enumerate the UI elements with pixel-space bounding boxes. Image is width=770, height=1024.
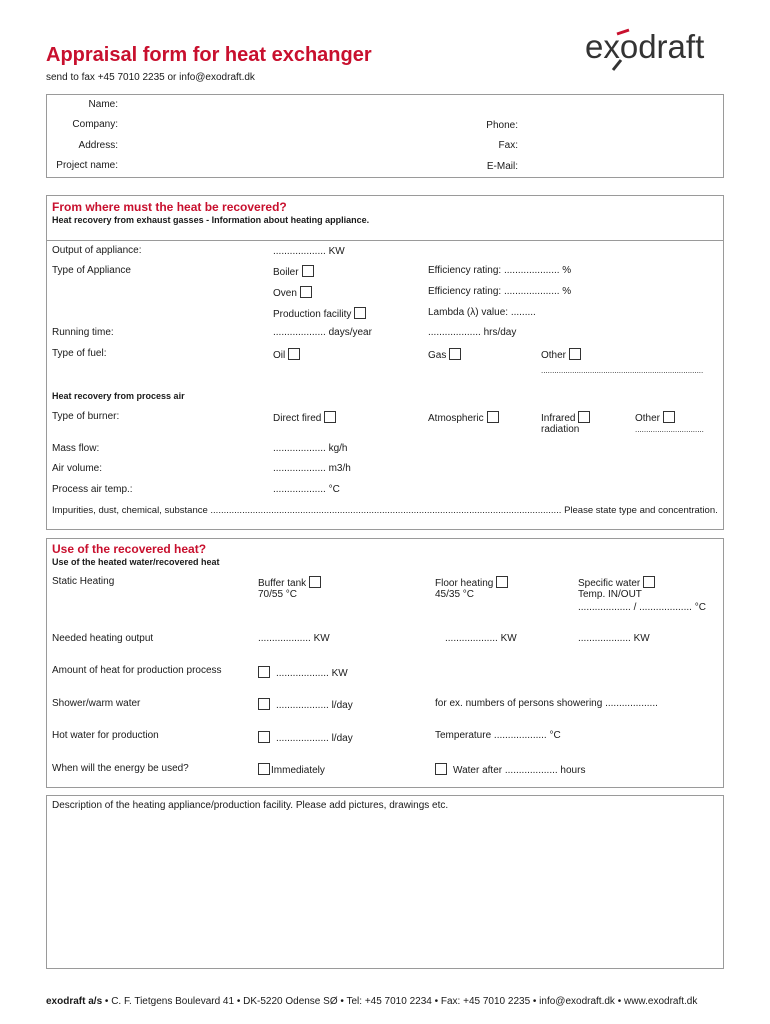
fuel-type-label: Type of fuel: — [52, 348, 107, 359]
water-after-checkbox[interactable] — [435, 763, 447, 775]
water-after-option[interactable] — [435, 763, 585, 776]
atmospheric-label: Atmospheric — [428, 413, 484, 424]
other-fuel-line[interactable]: ......................................................................... — [541, 366, 704, 375]
process-air-temp-value: ................... °C — [273, 484, 340, 495]
specific-water-option[interactable] — [578, 576, 655, 589]
shower-label: Shower/warm water — [52, 698, 141, 709]
immediately-label: Immediately — [271, 765, 325, 776]
description-label: Description of the heating appliance/production facility. Please add pictures, drawings etc. — [52, 800, 449, 811]
logo-text: exodraft — [585, 28, 705, 65]
specific-water-temp-label: Temp. IN/OUT — [578, 589, 642, 600]
other-fuel-label: Other — [541, 350, 567, 361]
other-fuel-option[interactable] — [541, 348, 581, 361]
section-heading-heat-source: From where must the heat be recovered? — [52, 200, 287, 214]
footer — [46, 996, 697, 1007]
production-heat-option[interactable] — [258, 666, 348, 679]
fax-label: Fax: — [498, 140, 518, 151]
production-heat-checkbox[interactable] — [258, 666, 270, 678]
hot-water-label: Hot water for production — [52, 730, 159, 741]
floor-heating-checkbox[interactable] — [496, 576, 508, 588]
persons-showering: for ex. numbers of persons showering ................... — [435, 698, 658, 709]
section-subheading-exhaust: Heat recovery from exhaust gasses - Information about heating appliance. — [52, 215, 370, 225]
appliance-type-label: Type of Appliance — [52, 265, 131, 276]
description-box[interactable] — [46, 795, 724, 969]
production-heat-label: Amount of heat for production process — [52, 665, 222, 676]
infrared-label-line2: radiation — [541, 424, 580, 435]
infrared-option[interactable] — [541, 411, 590, 424]
page-title: Appraisal form for heat exchanger — [46, 44, 372, 66]
buffer-tank-checkbox[interactable] — [309, 576, 321, 588]
static-heating-label: Static Heating — [52, 576, 115, 587]
specific-water-label: Specific water — [578, 578, 641, 589]
oven-label: Oven — [273, 288, 297, 299]
gas-label: Gas — [428, 350, 447, 361]
impurities-text: Impurities, dust, chemical, substance ..................................................................................................................................... Please state type and concentration. — [52, 505, 718, 516]
immediately-checkbox[interactable] — [258, 763, 270, 775]
oil-option[interactable] — [273, 348, 300, 361]
production-facility-checkbox[interactable] — [354, 307, 366, 319]
production-heat-kw: ................... KW — [276, 668, 348, 679]
gas-option[interactable] — [428, 348, 461, 361]
specific-water-temp-value: ................... / ................... °C — [578, 602, 706, 613]
oven-checkbox[interactable] — [300, 286, 312, 298]
output-value: ................... KW — [273, 246, 345, 257]
heat-source-box — [46, 195, 724, 530]
company-label: Company: — [72, 119, 118, 130]
hot-water-temperature: Temperature ................... °C — [435, 730, 561, 741]
mass-flow-value: ................... kg/h — [273, 443, 348, 454]
footer-details: • C. F. Tietgens Boulevard 41 • DK-5220 Odense SØ • Tel: +45 7010 2234 • Fax: +45 7010 2235 • info@exodraft.dk • www.exodraft.dk — [102, 996, 698, 1007]
infrared-label: Infrared — [541, 413, 576, 424]
direct-fired-checkbox[interactable] — [324, 411, 336, 423]
lambda-value: Lambda (λ) value: ......... — [428, 307, 536, 318]
needed-kw-1: ................... KW — [258, 633, 330, 644]
oil-checkbox[interactable] — [288, 348, 300, 360]
direct-fired-label: Direct fired — [273, 413, 322, 424]
divider — [47, 240, 723, 241]
shower-lday: ................... l/day — [276, 700, 353, 711]
hours-per-day: ................... hrs/day — [428, 327, 517, 338]
mass-flow-label: Mass flow: — [52, 443, 100, 454]
hot-water-option[interactable] — [258, 731, 353, 744]
needed-kw-2: ................... KW — [445, 633, 517, 644]
gas-checkbox[interactable] — [449, 348, 461, 360]
exodraft-logo — [583, 28, 723, 72]
other-fuel-checkbox[interactable] — [569, 348, 581, 360]
needed-kw-3: ................... KW — [578, 633, 650, 644]
address-label: Address: — [78, 140, 118, 151]
section-subheading-process-air: Heat recovery from process air — [52, 391, 185, 401]
boiler-label: Boiler — [273, 267, 299, 278]
project-name-label: Project name: — [56, 160, 118, 171]
immediately-option[interactable] — [258, 763, 325, 776]
other-burner-option[interactable] — [635, 411, 675, 424]
other-burner-line[interactable]: ............................... — [635, 425, 704, 434]
atmospheric-option[interactable] — [428, 411, 499, 424]
footer-brand: exodraft a/s — [46, 996, 103, 1007]
oven-option[interactable] — [273, 286, 312, 299]
contact-box — [46, 94, 724, 178]
hot-water-checkbox[interactable] — [258, 731, 270, 743]
burner-type-label: Type of burner: — [52, 411, 120, 422]
air-volume-value: ................... m3/h — [273, 463, 351, 474]
floor-heating-option[interactable] — [435, 576, 508, 589]
buffer-tank-label: Buffer tank — [258, 578, 307, 589]
hot-water-lday: ................... l/day — [276, 733, 353, 744]
name-label: Name: — [88, 99, 118, 110]
energy-use-label: When will the energy be used? — [52, 763, 189, 774]
send-to-text: send to fax +45 7010 2235 or info@exodraft.dk — [46, 72, 255, 83]
direct-fired-option[interactable] — [273, 411, 336, 424]
shower-option[interactable] — [258, 698, 353, 711]
buffer-tank-option[interactable] — [258, 576, 321, 589]
email-label: E-Mail: — [486, 161, 518, 172]
phone-label: Phone: — [486, 120, 518, 131]
floor-heating-label: Floor heating — [435, 578, 494, 589]
buffer-tank-temp: 70/55 °C — [258, 589, 298, 600]
other-burner-checkbox[interactable] — [663, 411, 675, 423]
floor-heating-temp: 45/35 °C — [435, 589, 475, 600]
production-facility-option[interactable] — [273, 307, 366, 320]
section-subheading-heated-water: Use of the heated water/recovered heat — [52, 557, 220, 567]
needed-heating-label: Needed heating output — [52, 633, 154, 644]
production-facility-label: Production facility — [273, 309, 352, 320]
specific-water-checkbox[interactable] — [643, 576, 655, 588]
boiler-option[interactable] — [273, 265, 314, 278]
shower-checkbox[interactable] — [258, 698, 270, 710]
infrared-checkbox[interactable] — [578, 411, 590, 423]
water-after-label: Water after ................... hours — [453, 765, 586, 776]
efficiency-rating-2: Efficiency rating: .................... % — [428, 286, 572, 297]
air-volume-label: Air volume: — [52, 463, 103, 474]
section-heading-heat-use: Use of the recovered heat? — [52, 542, 207, 556]
running-time-label: Running time: — [52, 327, 114, 338]
output-label: Output of appliance: — [52, 245, 142, 256]
oil-label: Oil — [273, 350, 286, 361]
efficiency-rating-1: Efficiency rating: .................... % — [428, 265, 572, 276]
atmospheric-checkbox[interactable] — [487, 411, 499, 423]
boiler-checkbox[interactable] — [302, 265, 314, 277]
process-air-temp-label: Process air temp.: — [52, 484, 133, 495]
other-burner-label: Other — [635, 413, 661, 424]
days-per-year: ................... days/year — [273, 327, 372, 338]
